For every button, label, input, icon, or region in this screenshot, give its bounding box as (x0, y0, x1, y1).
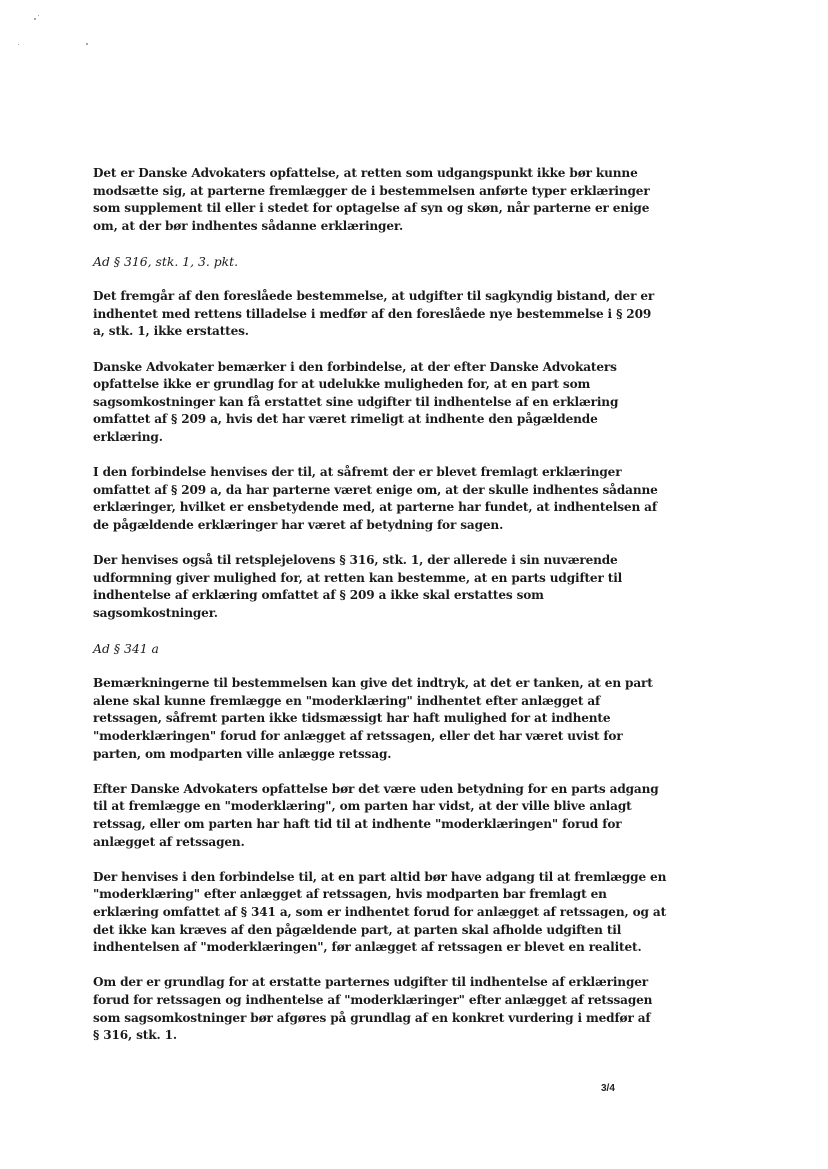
text-line: indhentelse af erklæring omfattet af § 209 a ikke skal erstattes som (93, 588, 544, 603)
text-line: Om der er grundlag for at erstatte parternes udgifter til indhentelse af erklæringer (93, 975, 649, 990)
text-line: § 316, stk. 1. (93, 1028, 177, 1043)
text-line: I den forbindelse henvises der til, at såfremt der er blevet fremlagt erklæringer (93, 465, 622, 480)
text-line: "moderklæringen" forud for anlægget af retssagen, eller det har været uvist for (93, 729, 623, 743)
body-paragraph (93, 359, 619, 447)
section-heading (93, 253, 599, 271)
text-line: som sagsomkostninger bør afgøres på grundlag af en konkret vurdering i medfør af (93, 1010, 651, 1025)
page-number: 3/4 (601, 1083, 615, 1094)
text-line: "moderklæring" efter anlægget af retssagen, hvis modparten bar fremlagt en (93, 887, 607, 902)
text-line: retssag, eller om parten har haft tid til at indhente "moderklæringen" forud for (93, 816, 622, 831)
text-line: de pågældende erklæringer har været af betydning for sagen. (93, 517, 504, 532)
scan-speck (86, 43, 88, 45)
body-paragraph (93, 288, 655, 341)
text-line: indhentet med rettens tilladelse i medfør af den foreslåede nye bestemmelse i § 209 (93, 306, 652, 321)
paragraph-gap (93, 957, 599, 975)
text-line: modsætte sig, at parterne fremlægger de i bestemmelsen anførte typer erklæringer (93, 183, 650, 198)
text-line: opfattelse ikke er grundlag for at udelukke muligheden for, at en part som (93, 377, 591, 392)
scan-speck (18, 44, 19, 45)
body-paragraph (93, 974, 653, 1044)
scan-speck (34, 18, 36, 20)
text-line: indhentelsen af "moderklæringen", før anlægget af retssagen er blevet en realitet. (93, 940, 642, 955)
text-line: Det fremgår af den foreslåede bestemmelse, at udgifter til sagkyndig bistand, der er (93, 289, 655, 304)
text-line: erklæring. (93, 429, 163, 444)
section-heading (93, 640, 599, 658)
paragraph-gap (93, 763, 599, 781)
text-line: Der henvises i den forbindelse til, at en part altid bør have adgang til at fremlægge en (93, 869, 667, 884)
text-line: Bemærkningerne til bestemmelsen kan give det indtryk, at det er tanken, at en part (93, 676, 653, 691)
text-line: Ad § 341 a (93, 641, 159, 657)
text-line: erklæringer, hvilket er ensbetydende med, at parterne har fundet, at indhentelsen af (93, 500, 657, 515)
paragraph-gap (93, 341, 599, 359)
text-line: parten, om modparten ville anlægge retssag. (93, 746, 392, 761)
text-line: erklæring omfattet af § 341 a, som er indhentet forud for anlægget af retssagen, og at (93, 904, 667, 919)
text-line: som supplement til eller i stedet for optagelse af syn og skøn, når parterne er enige (93, 201, 650, 216)
text-line: forud for retssagen og indhentelse af "moderklæringer" efter anlægget af retssagen (93, 992, 653, 1007)
text-line: det ikke kan kræves af den pågældende part, at parten skal afholde udgiften til (93, 922, 622, 937)
text-line: anlægget af retssagen. (93, 834, 245, 849)
text-line: Efter Danske Advokaters opfattelse bør det være uden betydning for en parts adgang (93, 781, 659, 796)
text-line: alene skal kunne fremlægge en "moderklæring" indhentet efter anlægget af (93, 693, 601, 708)
body-paragraph (93, 869, 667, 957)
text-line: sagsomkostninger. (93, 605, 218, 620)
text-line: udformning giver mulighed for, at retten kan bestemme, at en parts udgifter til (93, 570, 623, 585)
text-line: omfattet af § 209 a, da har parterne været enige om, at der skulle indhentes sådanne (93, 482, 658, 497)
body-paragraph (93, 552, 623, 622)
text-line: om, at der bør indhentes sådanne erklæringer. (93, 218, 404, 233)
text-line: Der henvises også til retsplejelovens § 316, stk. 1, der allerede i sin nuværende (93, 553, 618, 568)
body-paragraph (93, 464, 658, 534)
paragraph-gap (93, 447, 599, 465)
text-line: Danske Advokater bemærker i den forbindelse, at der efter Danske Advokaters (93, 359, 617, 374)
text-line: a, stk. 1, ikke erstattes. (93, 324, 249, 339)
body-paragraph (93, 165, 650, 235)
paragraph-gap (93, 622, 599, 640)
paragraph-gap (93, 235, 599, 253)
text-line: til at fremlægge en "moderklæring", om parten har vidst, at der ville blive anlagt (93, 799, 632, 814)
paragraph-gap (93, 534, 599, 552)
text-line: Ad § 316, stk. 1, 3. pkt. (93, 253, 239, 269)
document-body (93, 165, 667, 1045)
body-paragraph (93, 781, 659, 851)
text-line: retssagen, såfremt parten ikke tidsmæssigt har haft mulighed for at indhente (93, 711, 611, 726)
scan-speck (38, 15, 39, 16)
text-line: Det er Danske Advokaters opfattelse, at retten som udgangspunkt ikke bør kunne (93, 166, 638, 180)
paragraph-gap (93, 658, 599, 676)
text-line: omfattet af § 209 a, hvis det har været rimeligt at indhente den pågældende (93, 412, 598, 427)
paragraph-gap (93, 851, 599, 869)
text-line: sagsomkostninger kan få erstattet sine udgifter til indhentelse af en erklæring (93, 394, 619, 409)
paragraph-gap (93, 271, 599, 289)
body-paragraph (93, 675, 653, 763)
